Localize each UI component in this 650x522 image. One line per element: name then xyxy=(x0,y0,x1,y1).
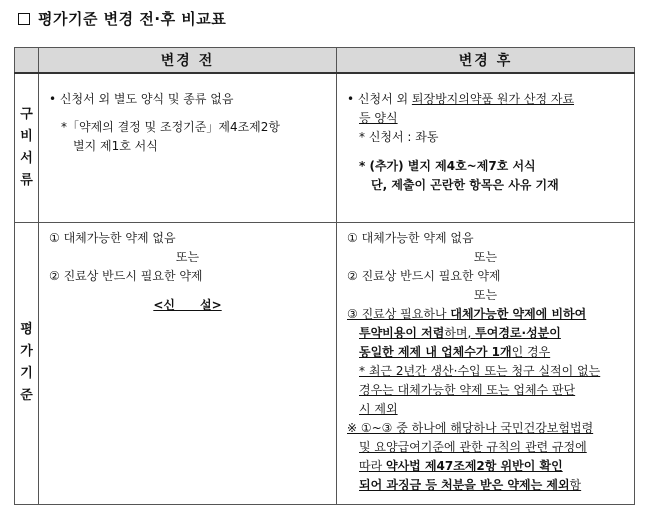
criteria-after-item-3: ③ 진료상 필요하나 대체가능한 약제에 비하여 xyxy=(347,306,587,321)
criteria-after-exclusion-cont: 및 요양급여기준에 관한 규칙의 관련 규정에 xyxy=(359,439,587,454)
documents-before-line: • 신청서 외 별도 양식 및 종류 없음 xyxy=(49,92,234,106)
criteria-before-cell xyxy=(39,222,337,504)
criteria-after-item: ② 진료상 반드시 필요한 약제 xyxy=(347,268,501,283)
documents-after-note: * 신청서 : 좌동 xyxy=(359,130,439,144)
title-text: 평가기준 변경 전·후 비교표 xyxy=(38,10,227,28)
row-label-char: 가 xyxy=(20,344,33,359)
row-label-char: 서 xyxy=(20,150,33,166)
criteria-before-item: ② 진료상 반드시 필요한 약제 xyxy=(49,268,203,283)
table-row-criteria xyxy=(15,222,635,504)
documents-before-cell xyxy=(39,73,337,222)
criteria-before-or: 또는 xyxy=(175,249,200,264)
criteria-after-item-3-cont: 투약비용이 저렴하며, 투여경로·성분이 xyxy=(359,325,561,340)
criteria-after-note: * 최근 2년간 생산·수입 또는 청구 실적이 없는 xyxy=(359,363,601,378)
header-before: 변경 전 xyxy=(39,48,337,74)
table-header-row xyxy=(15,48,635,74)
criteria-before-new: <신 설> xyxy=(153,297,222,312)
criteria-before-item: ① 대체가능한 약제 없음 xyxy=(49,230,176,245)
header-corner xyxy=(15,48,39,74)
criteria-after-exclusion-cont: 따라 약사법 제47조제2항 위반이 확인 xyxy=(359,458,563,473)
criteria-after-item: ① 대체가능한 약제 없음 xyxy=(347,230,474,245)
criteria-after-or: 또는 xyxy=(473,287,498,302)
criteria-after-item-3-cont: 동일한 제제 내 업체수가 1개인 경우 xyxy=(359,344,551,359)
header-after: 변경 후 xyxy=(337,48,635,74)
row-label-char: 준 xyxy=(20,388,33,403)
row-label-char: 구 xyxy=(20,106,33,122)
checkbox-icon xyxy=(18,13,30,25)
documents-after-line: • 신청서 외 퇴장방지의약품 원가 산정 자료 xyxy=(347,92,575,106)
documents-before-note-cont: 별지 제1호 서식 xyxy=(73,139,158,153)
documents-after-cell xyxy=(337,73,635,222)
row-label-char: 비 xyxy=(20,128,33,144)
documents-before-note: *「약제의 결정 및 조정기준」제4조제2항 xyxy=(61,120,281,134)
row-label-char: 평 xyxy=(20,322,33,337)
comparison-table xyxy=(14,47,635,505)
row-label-char: 기 xyxy=(20,366,33,381)
row-label-criteria xyxy=(15,222,39,504)
documents-after-added: * (추가) 별지 제4호~제7호 서식 xyxy=(359,159,536,173)
criteria-after-note-cont: 경우는 대체가능한 약제 또는 업체수 판단 xyxy=(359,382,576,397)
table-row-documents xyxy=(15,73,635,222)
criteria-after-note-cont: 시 제외 xyxy=(359,401,398,416)
criteria-after-or: 또는 xyxy=(473,249,498,264)
row-label-documents xyxy=(15,73,39,222)
criteria-after-exclusion: ※ ①~③ 중 하나에 해당하나 국민건강보험법령 xyxy=(347,420,594,435)
underlined-text: 퇴장방지의약품 원가 산정 자료 xyxy=(411,92,575,106)
row-label-char: 류 xyxy=(20,172,33,188)
documents-after-added-note: 단, 제출이 곤란한 항목은 사유 기재 xyxy=(371,178,559,192)
criteria-after-exclusion-cont: 되어 과징금 등 처분을 받은 약제는 제외함 xyxy=(359,477,582,492)
page-title xyxy=(18,8,226,29)
criteria-after-cell xyxy=(337,222,635,504)
documents-after-line-cont: 등 양식 xyxy=(359,111,398,125)
